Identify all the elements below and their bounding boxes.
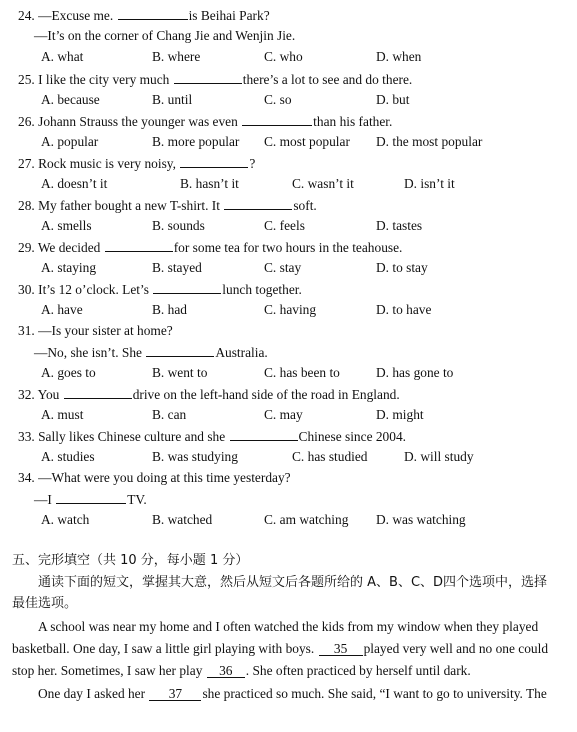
option-c[interactable]: C. has studied [292, 449, 368, 464]
option-b[interactable]: B. sounds [152, 218, 205, 233]
question-24-reply: —It’s on the corner of Chang Jie and Wenjin Jie. [34, 28, 296, 43]
question-28-stem: 28. My father bought a new T-shirt. It soft. [18, 198, 317, 213]
question-30-stem: 30. It’s 12 o’clock. Let’s lunch together. [18, 282, 302, 297]
option-a[interactable]: A. have [41, 302, 83, 317]
option-d[interactable]: D. isn’t it [404, 176, 455, 191]
option-d[interactable]: D. but [376, 92, 410, 107]
answer-blank[interactable] [174, 71, 242, 84]
passage-line: A school was near my home and I often watched the kids from my window when they played [38, 619, 539, 634]
option-b[interactable]: B. more popular [152, 134, 240, 149]
question-31-reply: —No, she isn’t. She Australia. [34, 345, 268, 360]
option-d[interactable]: D. to have [376, 302, 432, 317]
question-29-options [41, 260, 571, 276]
question-34-options [41, 512, 571, 528]
option-c[interactable]: C. who [264, 49, 303, 64]
question-31-options [41, 365, 571, 381]
answer-blank[interactable] [153, 281, 221, 294]
answer-blank[interactable] [224, 197, 292, 210]
option-b[interactable]: B. was studying [152, 449, 238, 464]
option-d[interactable]: D. was watching [376, 512, 466, 527]
option-d[interactable]: D. to stay [376, 260, 428, 275]
passage-line: stop her. Sometimes, I saw her play 36 . She often practiced by herself until dark. [12, 663, 471, 678]
option-a[interactable]: A. because [41, 92, 100, 107]
question-24-stem: 24. —Excuse me. is Beihai Park? [18, 8, 270, 23]
question-33-options [41, 449, 571, 465]
cloze-blank-35[interactable]: 35 [319, 643, 363, 656]
question-30-options [41, 302, 571, 318]
answer-blank[interactable] [64, 386, 132, 399]
option-d[interactable]: D. the most popular [376, 134, 483, 149]
option-d[interactable]: D. tastes [376, 218, 423, 233]
option-a[interactable]: A. studies [41, 449, 95, 464]
option-c[interactable]: C. am watching [264, 512, 349, 527]
option-d[interactable]: D. might [376, 407, 424, 422]
option-d[interactable]: D. has gone to [376, 365, 454, 380]
option-c[interactable]: C. so [264, 92, 292, 107]
question-26-stem: 26. Johann Strauss the younger was even than his father. [18, 114, 393, 129]
option-b[interactable]: B. went to [152, 365, 208, 380]
answer-blank[interactable] [105, 239, 173, 252]
option-c[interactable]: C. having [264, 302, 317, 317]
question-29-stem: 29. We decided for some tea for two hours in the teahouse. [18, 240, 403, 255]
question-27-stem: 27. Rock music is very noisy, ? [18, 156, 256, 171]
option-c[interactable]: C. wasn’t it [292, 176, 354, 191]
question-25-options [41, 92, 571, 108]
option-d[interactable]: D. when [376, 49, 422, 64]
question-31-stem: 31. —Is your sister at home? [18, 323, 173, 338]
option-a[interactable]: A. staying [41, 260, 97, 275]
option-b[interactable]: B. can [152, 407, 187, 422]
option-c[interactable]: C. most popular [264, 134, 350, 149]
section-heading: 五、完形填空（共 10 分，每小题 1 分） [12, 553, 249, 568]
question-32-options [41, 407, 571, 423]
option-b[interactable]: B. watched [152, 512, 213, 527]
question-27-options [41, 176, 571, 192]
answer-blank[interactable] [56, 491, 126, 504]
question-33-stem: 33. Sally likes Chinese culture and she Chinese since 2004. [18, 429, 406, 444]
question-34-stem: 34. —What were you doing at this time yesterday? [18, 470, 291, 485]
answer-blank[interactable] [230, 428, 298, 441]
question-34-reply: —I TV. [34, 492, 147, 507]
option-a[interactable]: A. doesn’t it [41, 176, 108, 191]
question-25-stem: 25. I like the city very much there’s a lot to see and do there. [18, 72, 413, 87]
passage-line: basketball. One day, I saw a little girl playing with boys. 35 played very well and no one could [12, 641, 549, 656]
option-c[interactable]: C. feels [264, 218, 305, 233]
cloze-blank-37[interactable]: 37 [149, 688, 201, 701]
question-26-options [41, 134, 571, 150]
question-32-stem: 32. You drive on the left-hand side of the road in England. [18, 387, 400, 402]
option-a[interactable]: A. must [41, 407, 84, 422]
option-b[interactable]: B. had [152, 302, 187, 317]
option-a[interactable]: A. watch [41, 512, 90, 527]
cloze-blank-36[interactable]: 36 [207, 665, 245, 678]
option-a[interactable]: A. smells [41, 218, 92, 233]
answer-blank[interactable] [180, 155, 248, 168]
option-b[interactable]: B. hasn’t it [180, 176, 239, 191]
question-24-options [41, 49, 571, 65]
passage-line: One day I asked her 37 she practiced so much. She said, “I want to go to university. The [38, 686, 547, 701]
question-number: 24. [18, 8, 35, 23]
question-28-options [41, 218, 571, 234]
section-instruction: 通读下面的短文，掌握其大意，然后从短文后各题所给的 A、B、C、D四个选项中，选择 [38, 575, 548, 590]
option-c[interactable]: C. may [264, 407, 303, 422]
option-d[interactable]: D. will study [404, 449, 474, 464]
option-b[interactable]: B. until [152, 92, 193, 107]
section-instruction-cont: 最佳选项。 [12, 596, 78, 611]
answer-blank[interactable] [242, 113, 312, 126]
option-a[interactable]: A. popular [41, 134, 99, 149]
option-c[interactable]: C. stay [264, 260, 302, 275]
option-c[interactable]: C. has been to [264, 365, 340, 380]
answer-blank[interactable] [118, 7, 188, 20]
answer-blank[interactable] [146, 344, 214, 357]
option-a[interactable]: A. what [41, 49, 84, 64]
option-a[interactable]: A. goes to [41, 365, 96, 380]
option-b[interactable]: B. where [152, 49, 201, 64]
option-b[interactable]: B. stayed [152, 260, 202, 275]
